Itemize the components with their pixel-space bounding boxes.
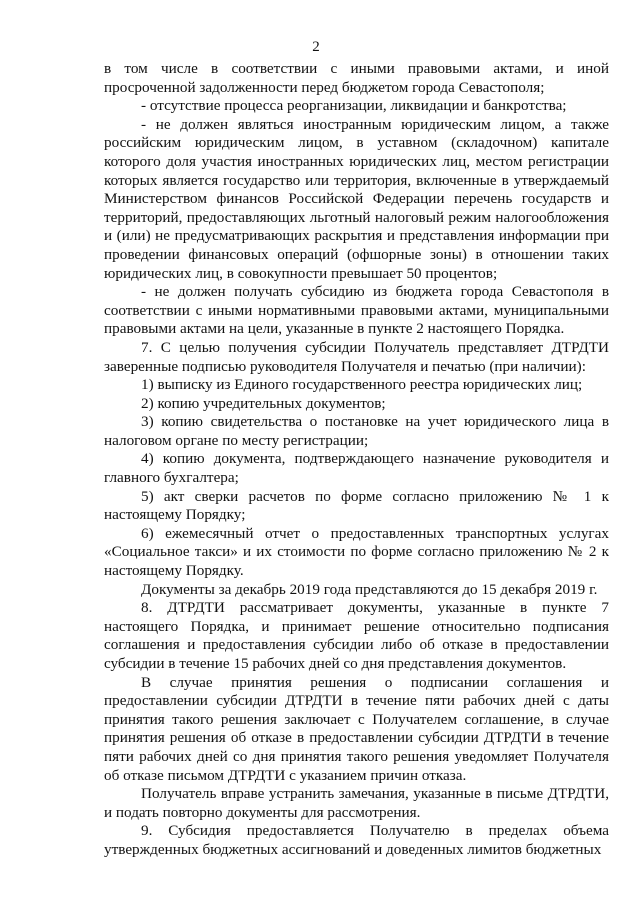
paragraph-item-7: 7. С целью получения субсидии Получатель представляет ДТРДТИ заверенные подписью руководителя Получателя и печатью (при наличии):	[104, 338, 609, 375]
paragraph-no-other-subsidy: - не должен получать субсидию из бюджета города Севастополя в соответствии с иными нормативными правовыми актами, муниципальными правовыми актами на цели, указанные в пункте 2 настоящего Порядка.	[104, 283, 609, 338]
list-item-2: 2) копию учредительных документов;	[141, 394, 386, 412]
list-item-5: 5) акт сверки расчетов по форме согласно приложению № 1 к настоящему Порядку;	[104, 487, 609, 524]
paragraph-item-9: 9. Субсидия предоставляется Получателю в пределах объема утвержденных бюджетных ассигнований и доведенных лимитов бюджетных	[104, 822, 609, 858]
paragraph-item-8: 8. ДТРДТИ рассматривает документы, указанные в пункте 7 настоящего Порядка, и принимает решение относительно подписания соглашения и предоставления субсидии либо об отказе в предоставлении субсидии в течение 15 рабочих дней со дня представления документов.	[104, 599, 609, 672]
paragraph-resubmission: Получатель вправе устранить замечания, указанные в письме ДТРДТИ, и подать повторно документы для рассмотрения.	[104, 785, 609, 821]
paragraph-december-deadline: Документы за декабрь 2019 года представляются до 15 декабря 2019 г.	[141, 580, 598, 598]
list-item-6: 6) ежемесячный отчет о предоставленных транспортных услугах «Социальное такси» и их стоимости по форме согласно приложению № 2 к настоящему Порядку.	[104, 524, 609, 580]
document-body	[104, 60, 609, 860]
page-number: 2	[312, 39, 320, 55]
paragraph-decision: В случае принятия решения о подписании соглашения и предоставлении субсидии ДТРДТИ в течение пяти рабочих дней с даты принятия такого решения заключает с Получателем соглашение, в случае принятия решения об отказе в предоставлении субсидии ДТРДТИ в течение пяти рабочих дней со дня принятия такого решения уведомляет Получателя об отказе письмом ДТРДТИ с указанием причин отказа.	[104, 673, 609, 784]
list-item-4: 4) копию документа, подтверждающего назначение руководителя и главного бухгалтера;	[104, 450, 609, 487]
paragraph-debt-continuation: в том числе в соответствии с иными правовыми актами, и иной просроченной задолженности перед бюджетом города Севастополя;	[104, 60, 609, 96]
paragraph-no-reorganization: - отсутствие процесса реорганизации, ликвидации и банкротства;	[141, 97, 567, 115]
list-item-3: 3) копию свидетельства о постановке на учет юридического лица в налоговом органе по месту регистрации;	[104, 413, 609, 449]
paragraph-not-foreign-entity: - не должен являться иностранным юридическим лицом, а также российским юридическим лицом, в уставном (складочном) капитале которого доля участия иностранных юридических лиц, местом регистрации которых является государство или территория, включенные в утверждаемый Министерством финансов Российской Федерации перечень государств и территорий, предоставляющих льготный налоговый режим налогообложения и (или) не предусматривающих раскрытия и представления информации при проведении финансовых операций (офшорные зоны) в отношении таких юридических лиц, в совокупности превышает 50 процентов;	[104, 115, 609, 282]
list-item-1: 1) выписку из Единого государственного реестра юридических лиц;	[141, 376, 583, 394]
